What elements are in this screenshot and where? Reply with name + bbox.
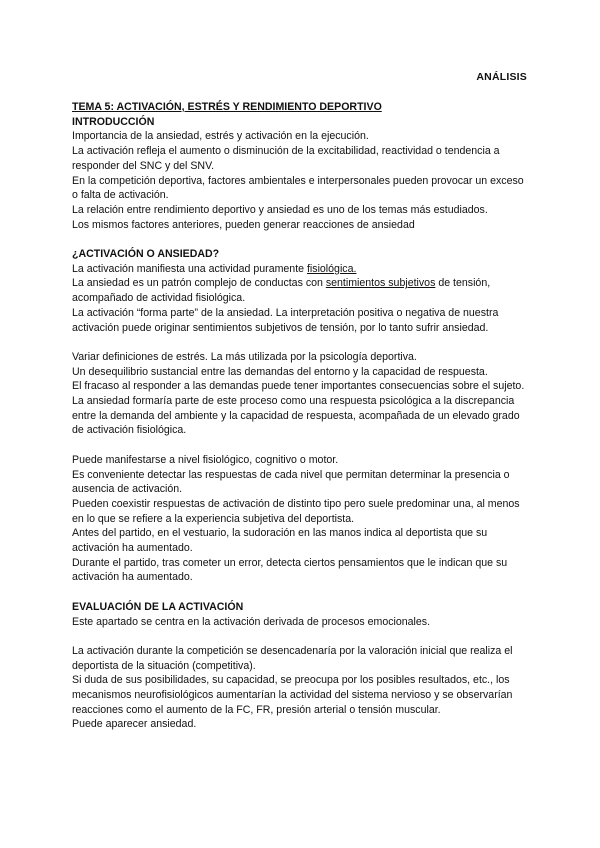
paragraph: La activación “forma parte” de la ansiedad. La interpretación positiva o negativa de nuestra activación puede originar sentimientos subjetivos de tensión, por lo tanto sufrir ansiedad. [72,306,499,334]
paragraph: Importancia de la ansiedad, estrés y activación en la ejecución. [72,130,369,143]
paragraph: Es conveniente detectar las respuestas de cada nivel que permitan determinar la presencia o ausencia de activación. [72,468,510,496]
paragraph: Variar definiciones de estrés. La más utilizada por la psicología deportiva. [72,350,417,363]
paragraph: La activación manifiesta una actividad puramente fisiológica. [72,262,357,275]
paragraph: La ansiedad formaría parte de este proceso como una respuesta psicológica a la discrepancia entre la demanda del ambiente y la capacidad de respuesta, acompañada de un elevado grado de activación fisiológica. [72,395,520,437]
section-heading-activacion-ansiedad: ¿ACTIVACIÓN O ANSIEDAD? [72,248,220,261]
paragraph: La activación durante la competición se desencadenaría por la valoración inicial que realiza el deportista de la situación (competitiva). [72,644,513,672]
document-title: TEMA 5: ACTIVACIÓN, ESTRÉS Y RENDIMIENTO DEPORTIVO [72,101,382,113]
paragraph: Durante el partido, tras cometer un error, detecta ciertos pensamientos que le indican que su activación ha aumentado. [72,556,508,584]
paragraph: La activación refleja el aumento o disminución de la excitabilidad, reactividad o tendencia a responder del SNC y del SNV. [72,145,500,172]
paragraph: Si duda de sus posibilidades, su capacidad, se preocupa por los posibles resultados, etc., los mecanismos neurofisiológicos aumentarían la actividad del sistema nervioso y se observarían reacciones como el aumento de la FC, FR, presión arterial o tensión muscular. [72,674,513,716]
subject-tag: ANÁLISIS [476,71,527,83]
section-heading-evaluacion: EVALUACIÓN DE LA ACTIVACIÓN [72,600,244,613]
paragraph: La relación entre rendimiento deportivo y ansiedad es uno de los temas más estudiados. [72,203,488,216]
paragraph: La ansiedad es un patrón complejo de conductas con sentimientos subjetivos de tensión, acompañado de actividad fisiológica. [72,277,491,305]
paragraph: Antes del partido, en el vestuario, la sudoración en las manos indica al deportista que su activación ha aumentado. [72,527,488,555]
paragraph: Pueden coexistir respuestas de activación de distinto tipo pero suele predominar una, al menos en lo que se refiere a la experiencia subjetiva del deportista. [72,497,520,525]
section-heading-introduccion: INTRODUCCIÓN [72,115,155,128]
paragraph: El fracaso al responder a las demandas puede tener importantes consecuencias sobre el sujeto. [72,380,525,393]
underlined-term: fisiológica. [306,262,357,275]
underlined-term: sentimientos subjetivos [325,277,436,290]
paragraph: Puede aparecer ansiedad. [72,718,197,731]
paragraph: En la competición deportiva, factores ambientales e interpersonales pueden provocar un exceso o falta de activación. [72,174,524,202]
document-body [72,100,532,732]
paragraph: Los mismos factores anteriores, pueden generar reacciones de ansiedad [72,218,415,231]
paragraph: Un desequilibrio sustancial entre las demandas del entorno y la capacidad de respuesta. [72,365,488,378]
paragraph: Este apartado se centra en la activación derivada de procesos emocionales. [72,615,431,628]
paragraph: Puede manifestarse a nivel fisiológico, cognitivo o motor. [72,453,339,466]
